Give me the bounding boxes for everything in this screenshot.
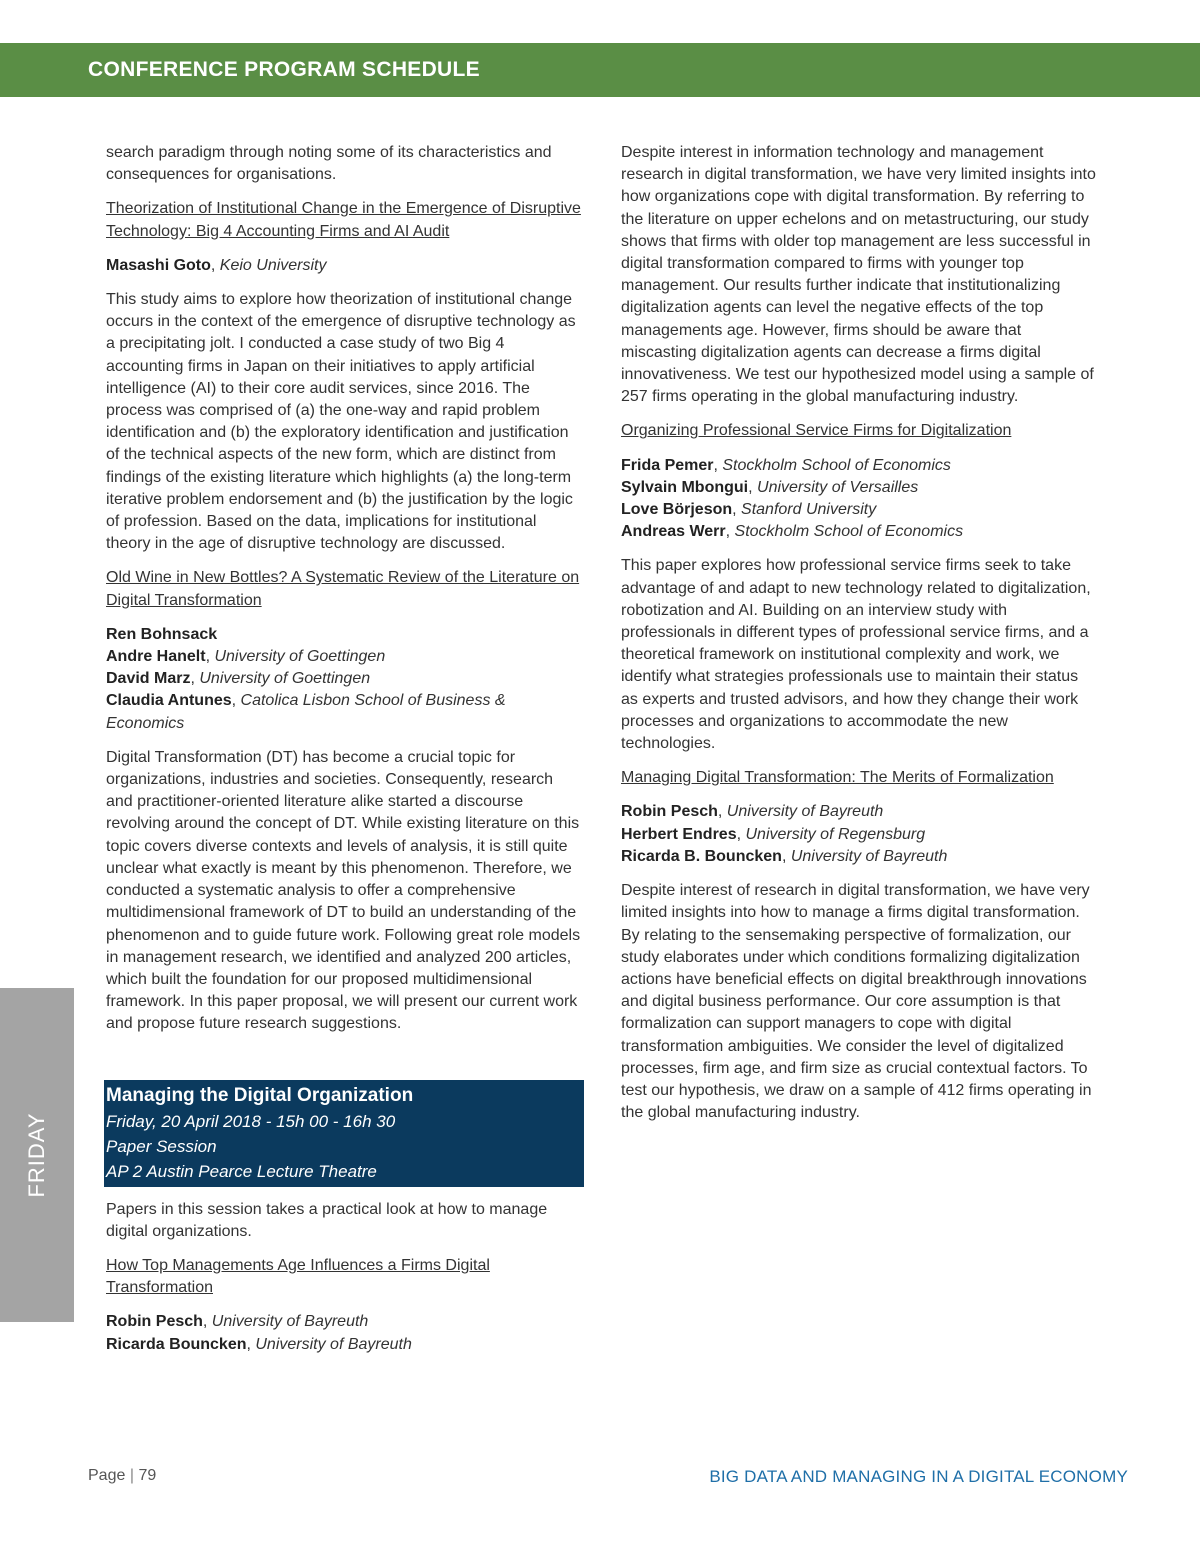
intro-text: search paradigm through noting some of its characteristics and consequences for organisations.	[106, 144, 552, 184]
page-label: Page	[88, 1467, 126, 1484]
header-bar	[0, 43, 1200, 97]
page-title: CONFERENCE PROGRAM SCHEDULE	[88, 58, 480, 81]
page-number: 79	[138, 1467, 157, 1484]
paper-title-link[interactable]: Organizing Professional Service Firms for Digitalization	[621, 422, 1012, 440]
session-room: AP 2 Austin Pearce Lecture Theatre	[106, 1161, 377, 1181]
author-list	[106, 1311, 584, 1355]
author-name: Masashi Goto	[106, 256, 211, 274]
author-affiliation: University of Bayreuth	[790, 847, 948, 865]
author-entry: Ricarda Bouncken, University of Bayreuth	[106, 1335, 412, 1353]
author-name: Sylvain Mbongui	[621, 478, 749, 496]
page-separator: |	[129, 1467, 134, 1484]
author-entry: Frida Pemer, Stockholm School of Economics	[621, 456, 951, 474]
author-name: Robin Pesch	[621, 803, 718, 821]
author-entry: Andreas Werr, Stockholm School of Economics	[621, 523, 964, 541]
publication-title: BIG DATA AND MANAGING IN A DIGITAL ECONOMY	[709, 1467, 1128, 1486]
author-affiliation: University of Goettingen	[214, 648, 386, 666]
author-affiliation: Stockholm School of Economics	[734, 523, 964, 541]
author-name: Frida Pemer	[621, 456, 714, 474]
author-name: Robin Pesch	[106, 1313, 203, 1331]
paper-title-link[interactable]: Managing Digital Transformation: The Merits of Formalization	[621, 769, 1054, 787]
author-affiliation: University of Bayreuth	[726, 803, 884, 821]
paper-abstract: Despite interest in information technology and management research in digital transformation, we have very limited insights into how organizations cope with digital transformation. By referring to the literature on upper echelons and on metastructuring, our study shows that firms with older top management are less successful in digital transformation compared to firms with younger top management. Our results further indicate that institutionalizing digitalization agents can level the negative effects of the top managements age. However, firms should be aware that miscasting digitalization agents can decrease a firms digital innovativeness. We test our hypothesized model using a sample of 257 firms operating in the global manufacturing industry.	[621, 144, 1096, 406]
author-entry: David Marz, University of Goettingen	[106, 670, 371, 688]
author-entry: Sylvain Mbongui, University of Versailles	[621, 478, 919, 496]
session-header-box	[104, 1080, 584, 1187]
author-entry: Robin Pesch, University of Bayreuth	[621, 803, 884, 821]
author-entry	[106, 624, 584, 646]
author-name: Ricarda Bouncken	[106, 1335, 247, 1353]
author-entry: Ricarda B. Bouncken, University of Bayreuth	[621, 847, 948, 865]
author-entry: Claudia Antunes, Catolica Lisbon School of Business & Economics	[106, 692, 506, 732]
author-entry: Masashi Goto, Keio University	[106, 256, 327, 274]
author-list	[621, 801, 1099, 868]
author-name: David Marz	[106, 670, 191, 688]
right-column	[621, 142, 1099, 1136]
author-affiliation: University of Versailles	[757, 478, 919, 496]
paper-abstract: This paper explores how professional service firms seek to take advantage of and adapt to new technology related to digitalization, robotization and AI. Building on an interview study with professionals in different types of professional service firms, and a theoretical framework on institutional complexity and work, we identify what strategies professionals use to maintain their status as experts and trusted advisors, and how they change their work processes and organizations to accommodate the new technologies.	[621, 557, 1091, 753]
author-affiliation: Stanford University	[741, 501, 877, 519]
author-name: Ricarda B. Bouncken	[621, 847, 782, 865]
author-affiliation: University of Bayreuth	[255, 1335, 412, 1353]
author-entry: Herbert Endres, University of Regensburg	[621, 825, 926, 843]
paper-abstract: Despite interest of research in digital transformation, we have very limited insights into how to manage a firms digital transformation. By relating to the sensemaking perspective of formalization, our study elaborates under which conditions formalizing digitalization actions have beneficial effects on digital breakthrough innovations and digital business performance. Our core assumption is that formalization can support managers to cope with digital transformation ambiguities. We consider the level of digitalized processes, firm age, and firm size as crucial contextual factors. To test our hypothesis, we draw on a sample of 412 firms operating in the global manufacturing industry.	[621, 882, 1092, 1122]
author-name: Herbert Endres	[621, 825, 737, 843]
author-entry: Robin Pesch, University of Bayreuth	[106, 1313, 369, 1331]
day-side-tab	[0, 988, 74, 1322]
paper-abstract: This study aims to explore how theorization of institutional change occurs in the context of the emergence of disruptive technology as a precipitating jolt. I conducted a case study of two Big 4 accounting firms in Japan on their initiatives to apply artificial intelligence (AI) to their core audit services, since 2016. The process was comprised of (a) the one-way and rapid problem identification and (b) the exploratory identification and justification of the technical aspects of the new form, which are distinct from findings of the existing literature which highlights (a) the long-term iterative problem endorsement and (b) the justification by the logic of profession. Based on the data, implications for institutional theory in the age of disruptive technology are discussed.	[106, 291, 576, 553]
author-name: Love Börjeson	[621, 501, 733, 519]
session-type: Paper Session	[106, 1136, 217, 1156]
author-name: Ren Bohnsack	[106, 625, 218, 643]
author-affiliation: University of Regensburg	[745, 825, 926, 843]
author-affiliation: University of Goettingen	[199, 670, 371, 688]
author-list	[106, 255, 584, 277]
session-title: Managing the Digital Organization	[106, 1084, 414, 1106]
paper-title-link[interactable]: Old Wine in New Bottles? A Systematic Review of the Literature on Digital Transformation	[106, 569, 580, 609]
author-affiliation: Catolica Lisbon School of Business & Economics	[106, 692, 506, 732]
author-name: Andreas Werr	[621, 523, 726, 541]
author-entry: Love Börjeson, Stanford University	[621, 501, 877, 519]
page-number-footer	[88, 1467, 156, 1485]
author-list	[621, 455, 1099, 544]
author-entry: Andre Hanelt, University of Goettingen	[106, 648, 386, 666]
author-name: Claudia Antunes	[106, 692, 232, 710]
session-date: Friday, 20 April 2018 - 15h 00 - 16h 30	[106, 1111, 396, 1131]
author-affiliation: Keio University	[219, 256, 327, 274]
left-column	[106, 142, 584, 1368]
paper-abstract: Digital Transformation (DT) has become a crucial topic for organizations, industries and societies. Consequently, research and practitioner-oriented literature alike started a discourse revolving around the concept of DT. While existing literature on this topic covers diverse contexts and levels of analysis, it is still quite unclear what exactly is meant by this phenomenon. Therefore, we conducted a systematic analysis to offer a comprehensive multidimensional framework of DT to build an understanding of the phenomenon and to guide future work. Following great role models in management research, we identified and analyzed 200 articles, which built the foundation for our proposed multidimensional framework. In this paper proposal, we will present our current work and propose future research suggestions.	[106, 748, 581, 1033]
author-list	[106, 624, 584, 735]
author-affiliation: University of Bayreuth	[211, 1313, 369, 1331]
paper-title-link[interactable]: Theorization of Institutional Change in the Emergence of Disruptive Technology: Big 4 Accounting Firms and AI Audit	[106, 200, 581, 240]
author-name: Andre Hanelt	[106, 648, 206, 666]
day-label: FRIDAY	[24, 1112, 49, 1198]
paper-title-link[interactable]: How Top Managements Age Influences a Firms Digital Transformation	[106, 1256, 490, 1297]
author-affiliation: Stockholm School of Economics	[722, 456, 951, 474]
session-description: Papers in this session takes a practical look at how to manage digital organizations.	[106, 1200, 548, 1240]
